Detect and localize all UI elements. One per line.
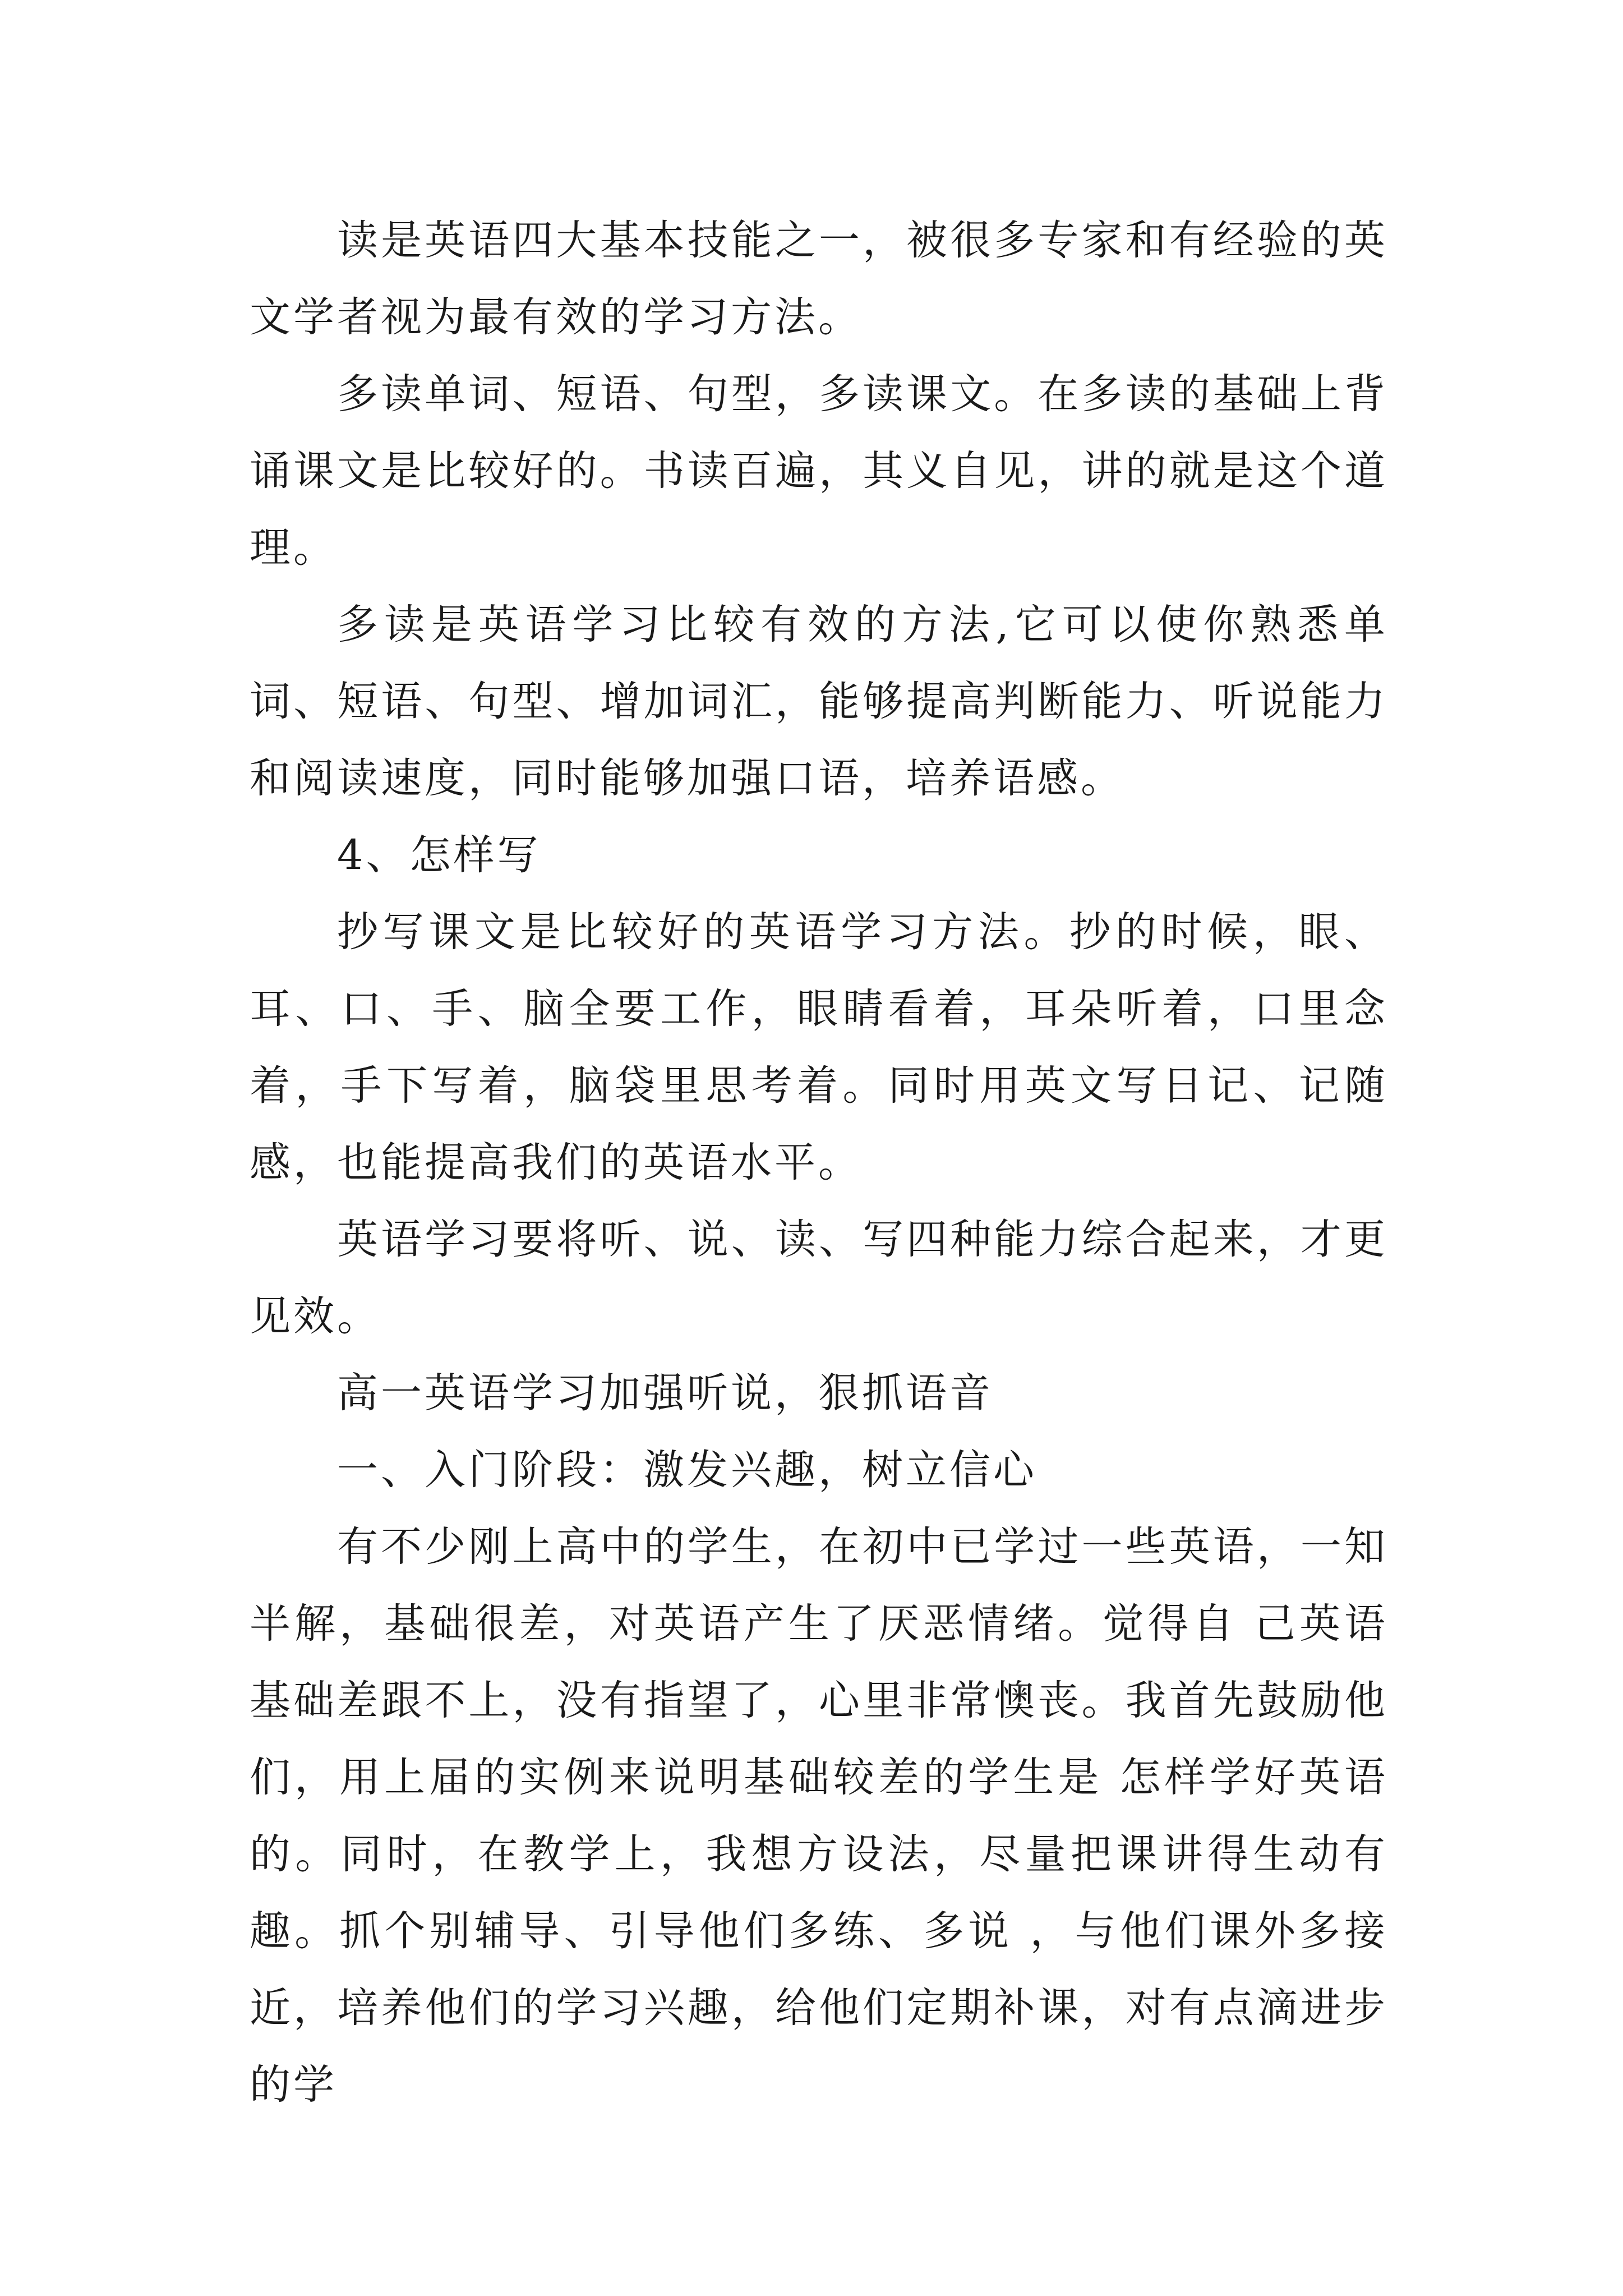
section-heading-stage-one: 一、入门阶段：激发兴趣，树立信心 [337,1446,1037,1494]
paragraph-reading-method: 多读是英语学习比较有效的方法,它可以使你熟悉单词、短语、句型、增加词汇，能够提高判断能力、听说能力和阅读速度，同时能够加强口语，培养语感。 [250,601,1388,802]
article-title: 高一英语学习加强听说，狠抓语音 [337,1369,993,1417]
paragraph-combine-skills: 英语学习要将听、说、读、写四种能力综合起来，才更见效。 [250,1216,1388,1340]
paragraph-reading-skill: 读是英语四大基本技能之一，被很多专家和有经验的英文学者视为最有效的学习方法。 [250,217,1388,341]
paragraph-motivation: 有不少刚上高中的学生，在初中已学过一些英语，一知半解，基础很差，对英语产生了厌恶情绪。觉得自 己英语基础差跟不上，没有指望了，心里非常懊丧。我首先鼓励他们，用上届的实例来说明基础较差的学生是 怎样学好英语的。同时，在教学上，我想方设法，尽量把课讲得生动有趣。抓个别辅导、引导他们多练、多说 ，与他们课外多接近，培养他们的学习兴趣，给他们定期补课，对有点滴进步的学 [250,1523,1388,2109]
paragraph-copying: 抄写课文是比较好的英语学习方法。抄的时候，眼、耳、口、手、脑全要工作，眼睛看着，耳朵听着，口里念着，手下写着，脑袋里思考着。同时用英文写日记、记随感，也能提高我们的英语水平。 [250,908,1388,1186]
paragraph-read-more: 多读单词、短语、句型，多读课文。在多读的基础上背诵课文是比较好的。书读百遍，其义自见，讲的就是这个道理。 [250,370,1388,572]
body-text [250,202,1388,2123]
section-heading-writing: 4、怎样写 [337,831,541,879]
